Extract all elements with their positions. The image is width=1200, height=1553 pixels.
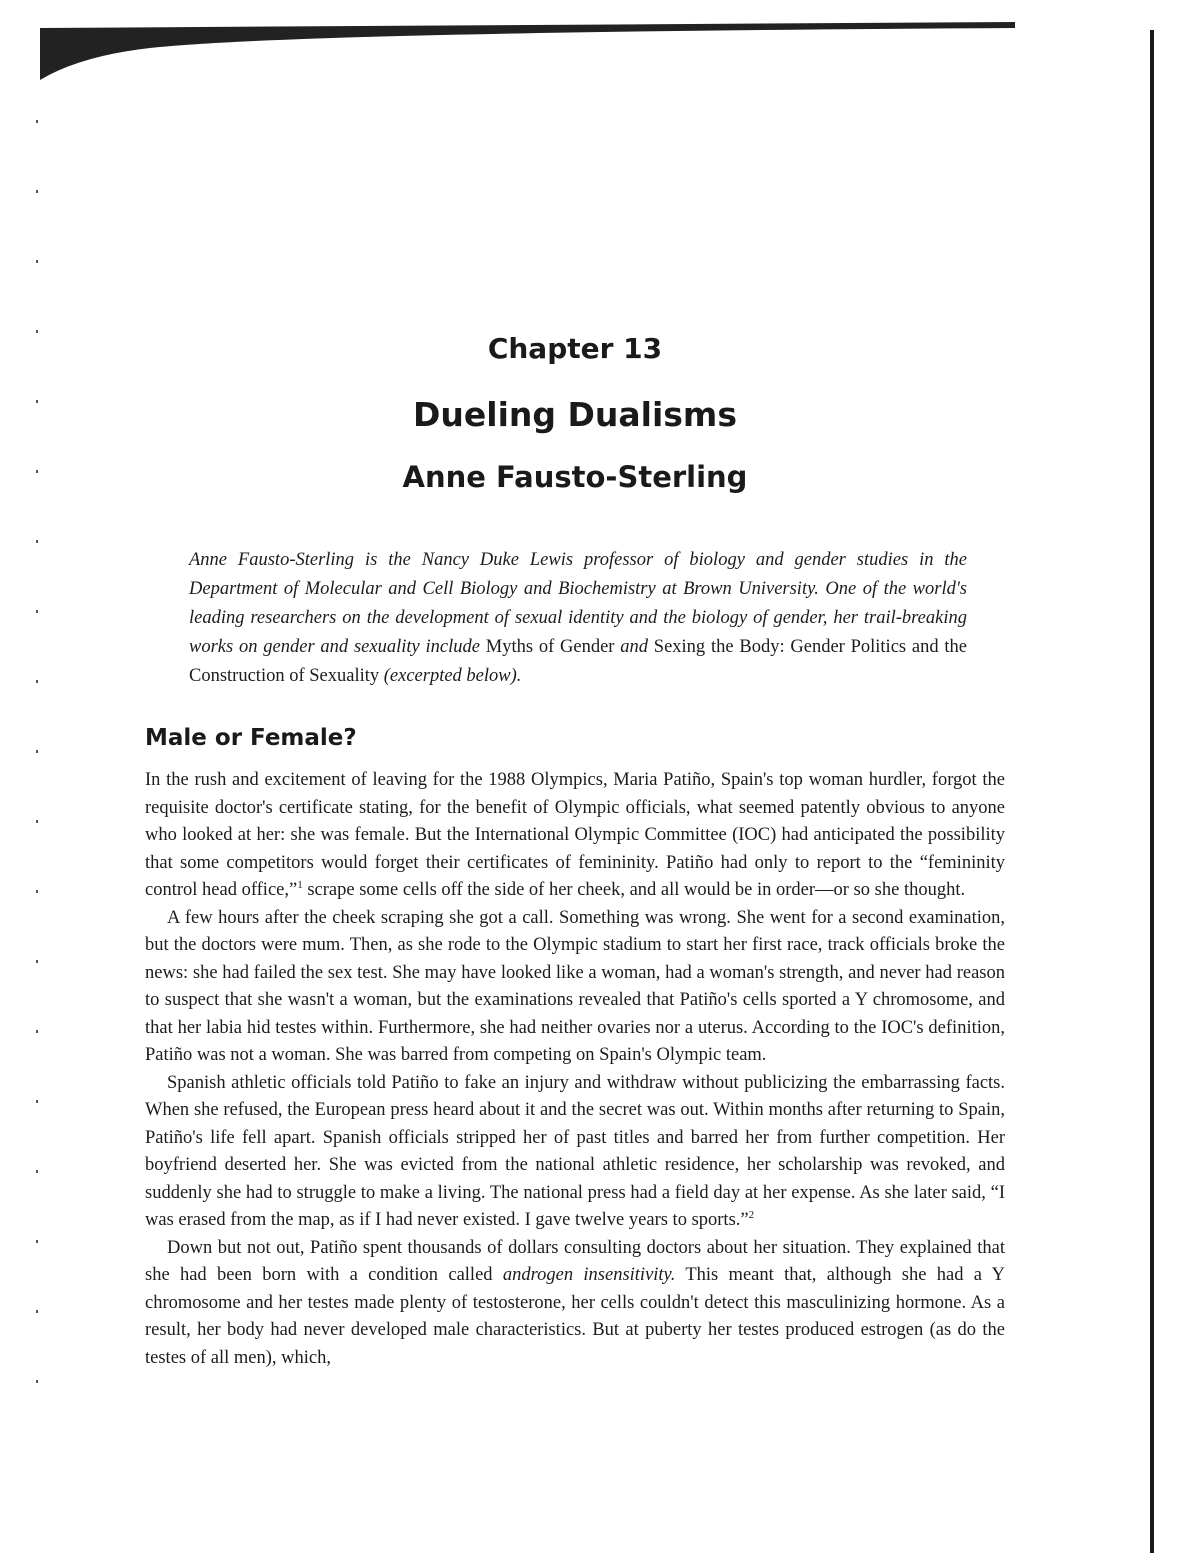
scan-edge-specks xyxy=(36,120,38,1420)
paragraph-4-text: Down but not out, Patiño spent thousands of dollars consulting doctors about her situation. They explained that she had been born with a condition called xyxy=(145,1237,1005,1285)
paragraph-1-text-end: scrape some cells off the side of her cheek, and all would be in order—or so she thought. xyxy=(302,880,966,900)
section-heading: Male or Female? xyxy=(145,725,357,751)
page-content xyxy=(145,300,1005,1372)
scan-edge-line xyxy=(1150,30,1154,1553)
paragraph-1 xyxy=(145,767,1005,905)
paragraph-1-text: In the rush and excitement of leaving for the 1988 Olympics, Maria Patiño, Spain's top woman hurdler, forgot the requisite doctor's certificate stating, for the benefit of Olympic officials, what seemed patently obvious to anyone who looked at her: she was female. But the International Olympic Committee (IOC) had anticipated the possibility that some competitors would forget their certificates of femininity. Patiño had only to report to the “femininity control head office,” xyxy=(145,770,1005,900)
chapter-title: Dueling Dualisms xyxy=(413,395,737,434)
body-text xyxy=(145,767,1005,1372)
paragraph-3 xyxy=(145,1070,1005,1235)
bio-conjunction: and xyxy=(614,637,654,657)
paragraph-4-text-end: This meant that, although she had a Y chromosome and her testes made plenty of testosterone, her cells couldn't detect this masculinizing hormone. As a result, her body had never developed male characteristics. But at puberty her testes produced estrogen (as do the testes of all men), which, xyxy=(145,1265,1005,1368)
paragraph-4 xyxy=(145,1235,1005,1373)
bio-book-title-2: Sexing the Body: Gender Politics and the Construction of Sexuality xyxy=(189,637,967,686)
scan-shadow-band xyxy=(0,0,1200,90)
paragraph-2: A few hours after the cheek scraping she got a call. Something was wrong. She went for a second examination, but the doctors were mum. Then, as she rode to the Olympic stadium to start her first race, track officials broke the news: she had failed the sex test. She may have looked like a woman, had a woman's strength, and never had reason to suspect that she wasn't a woman, but the examinations revealed that Patiño's cells sported a Y chromosome, and that her labia hid testes within. Furthermore, she had neither ovaries nor a uterus. According to the IOC's definition, Patiño was not a woman. She was barred from competing on Spain's Olympic team. xyxy=(145,907,1005,1065)
author-bio xyxy=(189,546,967,691)
paragraph-3-text: Spanish athletic officials told Patiño to fake an injury and withdraw without publicizing the embarrassing facts. When she refused, the European press heard about it and the secret was out. Within months after returning to Spain, Patiño's life fell apart. Spanish officials stripped her of past titles and barred her from further competition. Her boyfriend deserted her. She was evicted from the national athletic residence, her scholarship was revoked, and suddenly she had to struggle to make a living. The national press had a field day at her expense. As she later said, “I was erased from the map, as if I had never existed. I gave twelve years to sports.” xyxy=(145,1072,1005,1230)
bio-book-title-1: Myths of Gender xyxy=(485,637,615,657)
footnote-ref-1: 1 xyxy=(297,878,303,891)
chapter-label: Chapter 13 xyxy=(487,332,663,365)
paragraph-4-term: androgen insensitivity. xyxy=(502,1265,676,1285)
footnote-ref-2: 2 xyxy=(748,1208,755,1221)
bio-text: Anne Fausto-Sterling is the Nancy Duke Lewis professor of biology and gender studies in the Department of Molecular and Cell Biology and Biochemistry at Brown University. One of the world's leading researchers on the development of sexual identity and the biology of gender, her trail-breaking works on gender and sexuality include xyxy=(189,550,967,657)
chapter-author: Anne Fausto-Sterling xyxy=(402,460,748,494)
bio-excerpt-note: (excerpted below). xyxy=(379,666,522,686)
